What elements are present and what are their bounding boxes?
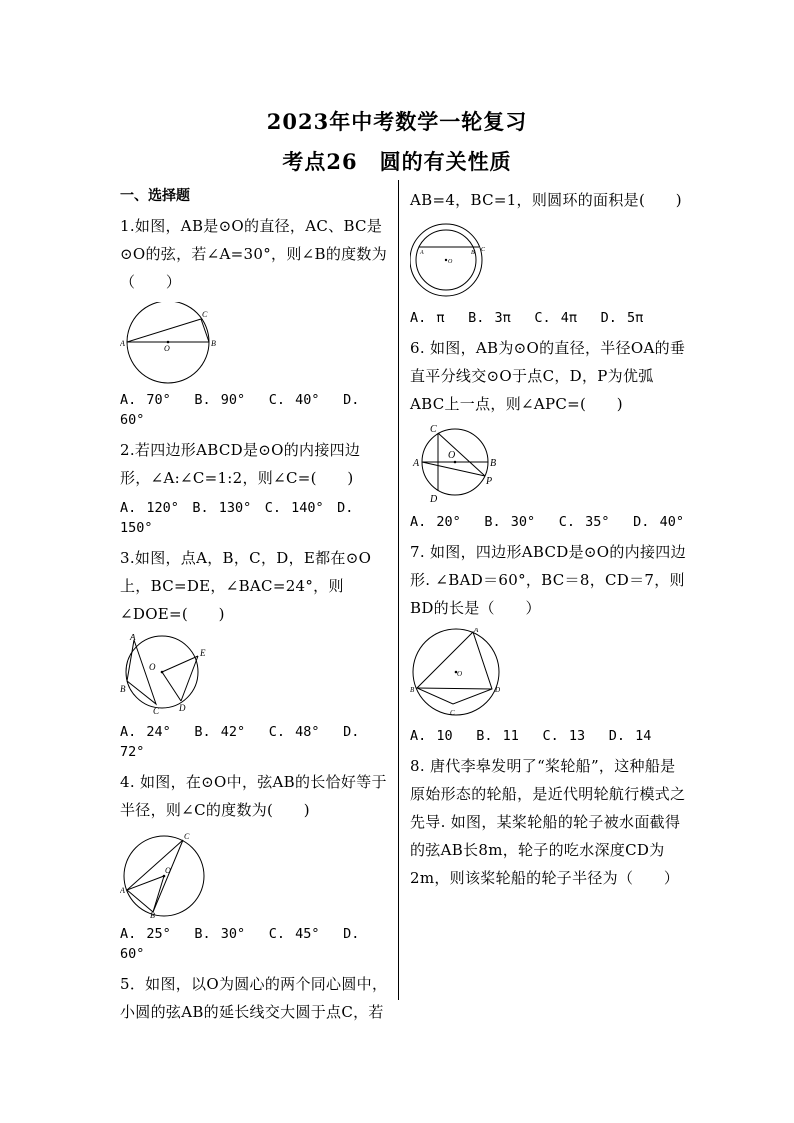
q1-options: A. 70° B. 90° C. 40° D. 60° — [120, 392, 360, 428]
question-7: 7. 如图，四边形ABCD是⊙O的内接四边形. ∠BAD＝60°，BC＝8，CD＝7，则BD的长是（ ） — [410, 543, 686, 617]
q3-options: A. 24° B. 42° C. 48° D. 72° — [120, 724, 360, 760]
label-A: A — [420, 250, 424, 256]
figure-q4 — [120, 830, 220, 918]
label-E: E — [200, 648, 206, 658]
figure-q5 — [410, 220, 500, 302]
question-5-continued: AB=4，BC=1，则圆环的面积是( ) — [410, 191, 682, 209]
question-4: 4. 如图，在⊙O中，弦AB的长恰好等于半径，则∠C的度数为( ) — [120, 773, 387, 819]
label-B: B — [211, 339, 216, 348]
question-6: 6. 如图，AB为⊙O的直径，半径OA的垂直平分线交⊙O于点C，D，P为优弧ABC上一点，则∠APC=( ) — [410, 339, 686, 413]
label-C: C — [202, 310, 208, 319]
question-8: 8. 唐代李皋发明了“桨轮船”，这种船是原始形态的轮船，是近代明轮航行模式之先导. 如图，某桨轮船的轮子被水面截得的弦AB长8m，轮子的吃水深度CD为2m，则该桨轮船的轮子半径为（ ） — [410, 757, 686, 887]
q2-options: A. 120° B. 130° C. 140° D. 150° — [120, 500, 354, 536]
q5-options: A. π B. 3π C. 4π D. 5π — [410, 310, 644, 326]
figure-q1 — [120, 302, 230, 384]
label-C: C — [430, 424, 437, 435]
label-B: B — [120, 684, 126, 694]
label-B: B — [490, 458, 497, 469]
right-column — [410, 186, 688, 898]
label-D: D — [495, 686, 501, 694]
question-5: 5．如图，以O为圆心的两个同心圆中，小圆的弦AB的延长线交大圆于点C，若 — [120, 975, 388, 1021]
label-A: A — [474, 628, 479, 634]
question-1: 1.如图，AB是⊙O的直径，AC、BC是⊙O的弦，若∠A=30°，则∠B的度数为（ ） — [120, 217, 388, 291]
section-heading: 一、选择题 — [120, 188, 190, 204]
label-A: A — [120, 339, 125, 348]
label-D: D — [179, 703, 186, 713]
label-A: A — [413, 458, 420, 469]
figure-q6 — [410, 424, 510, 506]
figure-q3 — [120, 634, 220, 716]
q4-options: A. 25° B. 30° C. 45° D. 60° — [120, 926, 360, 962]
label-C: C — [481, 247, 486, 253]
label-C: C — [184, 832, 190, 841]
q7-options: A. 10 B. 11 C. 13 D. 14 — [410, 728, 652, 744]
page-subtitle: 考点26 圆的有关性质 — [282, 149, 512, 174]
label-P: P — [486, 476, 493, 487]
label-C: C — [450, 709, 455, 717]
label-O: O — [448, 450, 456, 461]
label-B: B — [150, 911, 155, 918]
column-divider — [398, 180, 399, 1000]
page-title: 2023年中考数学一轮复习 — [266, 109, 528, 134]
label-A: A — [120, 886, 125, 895]
label-D: D — [430, 494, 438, 505]
label-B: B — [410, 686, 415, 694]
question-3: 3.如图，点A，B，C，D，E都在⊙O上，BC=DE，∠BAC=24°，则∠DOE=( ) — [120, 549, 372, 623]
q6-options: A. 20° B. 30° C. 35° D. 40° — [410, 514, 684, 530]
left-column — [120, 186, 390, 1032]
label-O: O — [149, 662, 156, 672]
label-B: B — [471, 250, 475, 256]
label-A: A — [130, 634, 136, 642]
label-C: C — [153, 706, 160, 716]
label-O: O — [457, 670, 463, 678]
label-O: O — [164, 344, 170, 353]
figure-q7 — [410, 628, 510, 720]
label-O: O — [165, 866, 171, 875]
question-2: 2.若四边形ABCD是⊙O的内接四边形，∠A:∠C=1:2，则∠C=( ) — [120, 441, 361, 487]
label-O: O — [448, 259, 453, 265]
